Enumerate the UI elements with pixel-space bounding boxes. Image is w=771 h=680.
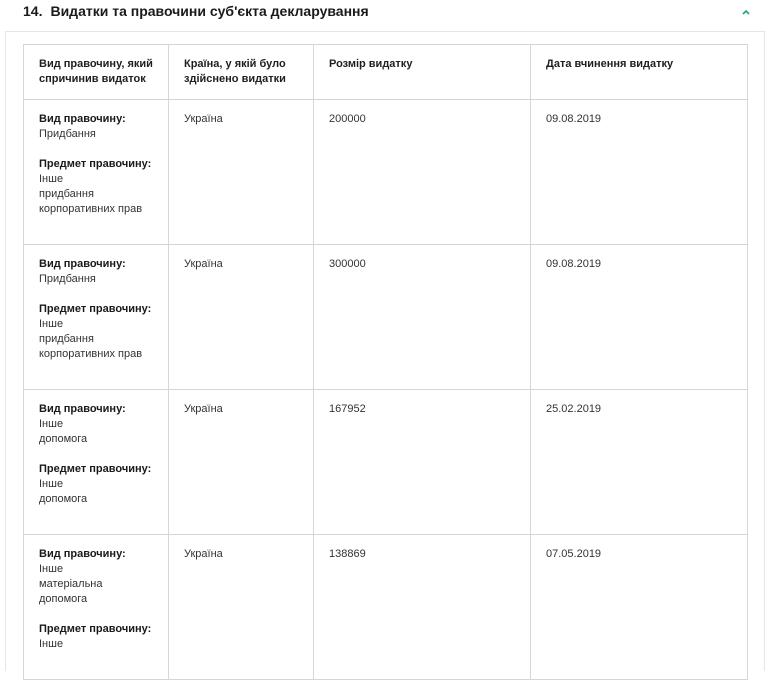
- deal-type-label: Вид правочину:: [39, 548, 126, 560]
- cell-deal: [24, 535, 169, 680]
- cell-date: 25.02.2019: [531, 390, 748, 535]
- cell-date: 07.05.2019: [531, 535, 748, 680]
- cell-deal: [24, 390, 169, 535]
- cell-country: Україна: [169, 245, 314, 390]
- deal-type-value: Придбання: [39, 273, 96, 285]
- header-country: Країна, у якій було здійснено видатки: [169, 45, 314, 100]
- cell-amount: 138869: [314, 535, 531, 680]
- section-number: 14.: [23, 3, 43, 19]
- table-row: [24, 100, 748, 245]
- collapse-button[interactable]: [742, 9, 750, 15]
- deal-type-value: Інше допомога: [39, 418, 88, 445]
- cell-country: Україна: [169, 535, 314, 680]
- cell-country: Україна: [169, 100, 314, 245]
- cell-deal: [24, 245, 169, 390]
- cell-amount: 167952: [314, 390, 531, 535]
- deal-subject-label: Предмет правочину:: [39, 463, 152, 475]
- deal-subject-value: Інше придбання корпоративних прав: [39, 173, 143, 215]
- deal-subject-value: Інше допомога: [39, 478, 88, 505]
- section-header: [0, 0, 771, 31]
- deal-type-label: Вид правочину:: [39, 258, 126, 270]
- table-row: [24, 535, 748, 680]
- deal-type-value: Інше матеріальна допомога: [39, 563, 103, 605]
- cell-country: Україна: [169, 390, 314, 535]
- expenses-table: [23, 44, 748, 680]
- cell-deal: [24, 100, 169, 245]
- deal-type-label: Вид правочину:: [39, 113, 126, 125]
- deal-type-label: Вид правочину:: [39, 403, 126, 415]
- cell-date: 09.08.2019: [531, 100, 748, 245]
- deal-subject-label: Предмет правочину:: [39, 158, 152, 170]
- deal-type-value: Придбання: [39, 128, 96, 140]
- cell-amount: 300000: [314, 245, 531, 390]
- header-date: Дата вчинення видатку: [531, 45, 748, 100]
- deal-subject-label: Предмет правочину:: [39, 303, 152, 315]
- cell-date: 09.08.2019: [531, 245, 748, 390]
- header-amount: Розмір видатку: [314, 45, 531, 100]
- chevron-up-icon: [742, 9, 750, 15]
- section-title: [23, 0, 369, 22]
- cell-amount: 200000: [314, 100, 531, 245]
- deal-subject-value: Інше придбання корпоративних прав: [39, 318, 143, 360]
- section-title-text: Видатки та правочини суб'єкта декларування: [50, 3, 369, 19]
- header-deal-type: Вид правочину, який спричинив видаток: [24, 45, 169, 100]
- table-row: [24, 390, 748, 535]
- deal-subject-value: Інше: [39, 638, 64, 650]
- table-header-row: [24, 45, 748, 100]
- table-row: [24, 245, 748, 390]
- deal-subject-label: Предмет правочину:: [39, 623, 152, 635]
